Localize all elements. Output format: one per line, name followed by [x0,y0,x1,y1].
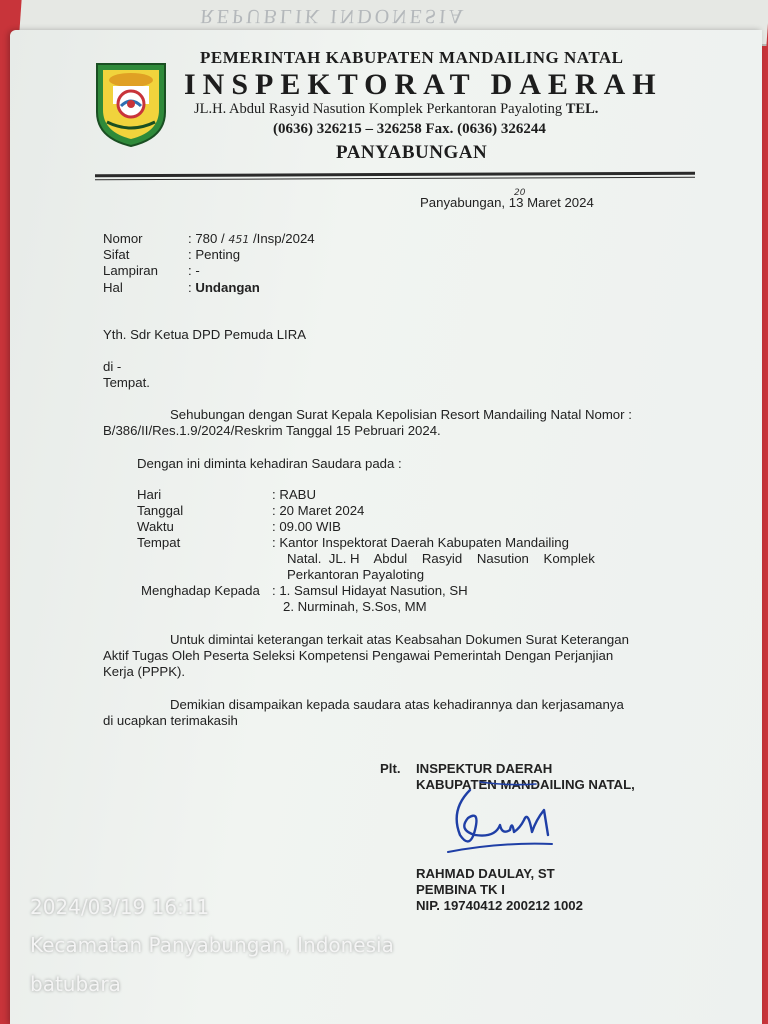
letterhead-phone: (0636) 326215 – 326258 Fax. (0636) 326244 [273,121,546,137]
hari-label: Hari [137,487,162,502]
photo-location: Kecamatan Panyabungan, Indonesia [30,933,394,957]
letterhead-government: PEMERINTAH KABUPATEN MANDAILING NATAL [200,48,624,67]
waktu-value: : 09.00 WIB [272,519,341,534]
waktu-label: Waktu [137,519,174,534]
signature-nip: NIP. 19740412 200212 1002 [416,898,583,913]
para4-line2: di ucapkan terimakasih [103,713,238,728]
photo-timestamp: 2024/03/19 16:11 [30,895,210,919]
sifat-value: : Penting [188,247,241,262]
tempat-value-3: Perkantoran Payaloting [287,567,425,582]
recipient-line: Yth. Sdr Ketua DPD Pemuda LIRA [103,327,307,342]
mandailing-natal-emblem-icon [93,60,169,148]
signature-plt: Plt. [380,761,401,776]
menghadap-label: Menghadap Kepada [141,583,260,598]
tanggal-value: : 20 Maret 2024 [272,503,365,518]
para1-line1: Sehubungan dengan Surat Kepala Kepolisian Resort Mandailing Natal Nomor : [170,407,632,422]
para2: Dengan ini diminta kehadiran Saudara pada : [137,456,402,471]
letterhead-address: JL.H. Abdul Rasyid Nasution Komplek Perkantoran Payaloting TEL. [194,101,599,117]
handwritten-day: 20 [514,188,526,198]
para4-line1: Demikian disampaikan kepada saudara atas kehadirannya dan kerjasamanya [170,697,624,712]
recipient-tempat: Tempat. [103,375,150,390]
signature-title2: KABUPATEN MANDAILING NATAL, [416,777,635,792]
hari-value: : RABU [272,487,316,502]
para3-line1: Untuk dimintai keterangan terkait atas Keabsahan Dokumen Surat Keterangan [170,632,629,647]
sifat-label: Sifat [103,247,130,262]
menghadap-value-2: 2. Nurminah, S.Sos, MM [283,599,427,614]
lampiran-value: : - [188,263,200,278]
place-date: Panyabungan, 13 Maret 2024 [420,195,594,210]
menghadap-value-1: : 1. Samsul Hidayat Nasution, SH [272,583,468,598]
photo-user: batubara [30,972,121,996]
tempat-value-2: Natal. JL. H Abdul Rasyid Nasution Komplek [287,551,595,566]
signature-title1: INSPEKTUR DAERAH [416,761,553,776]
para1-line2: B/386/II/Res.1.9/2024/Reskrim Tanggal 15 Pebruari 2024. [103,423,441,438]
para3-line2: Aktif Tugas Oleh Peserta Seleksi Kompetensi Pengawai Pemerintah Dengan Perjanjian [103,648,614,663]
letterhead-city: PANYABUNGAN [336,142,488,163]
signature-rank: PEMBINA TK I [416,882,505,897]
para3-line3: Kerja (PPPK). [103,664,186,679]
handwritten-signature [440,780,560,865]
letterhead-office: INSPEKTORAT DAERAH [184,68,663,101]
lampiran-label: Lampiran [103,263,158,278]
back-page-mirrored-text: REPUBLIK INDONESIA [199,5,467,27]
hal-value: : Undangan [188,280,260,295]
typed-day: 13 [508,195,524,210]
nomor-label: Nomor [103,231,143,246]
nomor-value: : 780 / 451 /Insp/2024 [188,231,315,246]
handwritten-number: 451 [228,233,250,246]
tempat-label: Tempat [137,535,181,550]
tempat-value-1: : Kantor Inspektorat Daerah Kabupaten Mandailing [272,535,569,550]
signature-name: RAHMAD DAULAY, ST [416,866,555,881]
tanggal-label: Tanggal [137,503,184,518]
recipient-di: di - [103,359,122,374]
hal-label: Hal [103,280,123,295]
